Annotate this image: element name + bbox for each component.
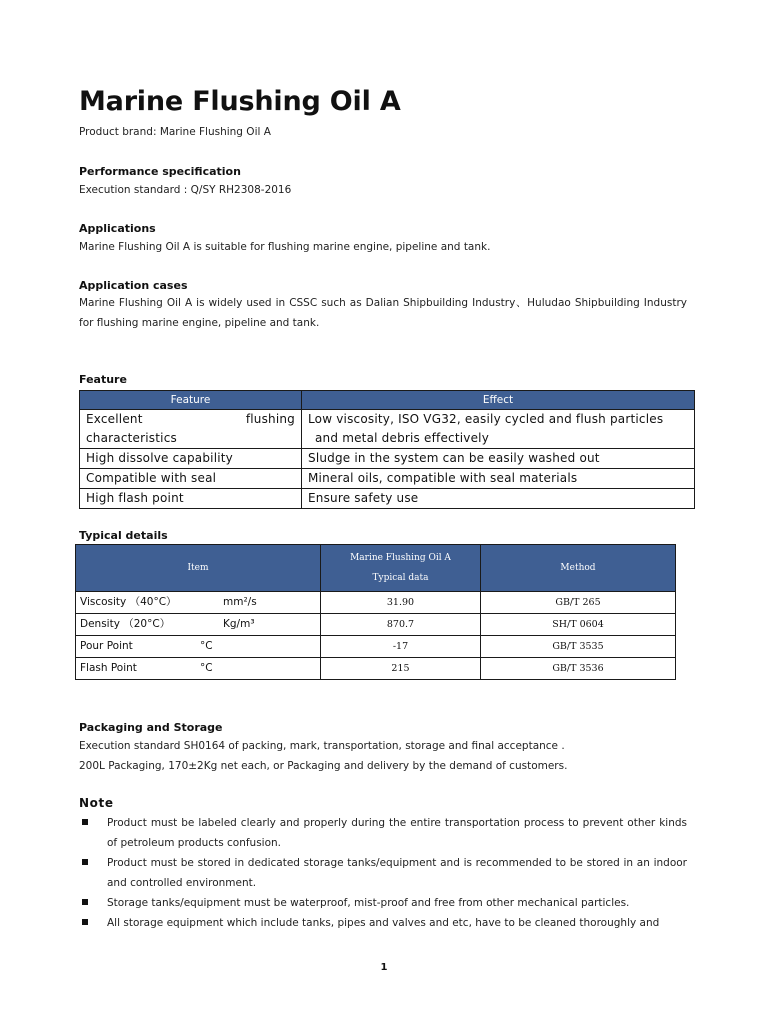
method-col-header: Method [481, 545, 676, 592]
list-item [79, 913, 687, 933]
item-cell [76, 592, 321, 614]
effect-cell: Sludge in the system can be easily washed out [302, 449, 695, 469]
method-cell: SH/T 0604 [481, 614, 676, 636]
list-item [79, 813, 687, 853]
item-col-header: Item [76, 545, 321, 592]
table-row [76, 592, 676, 614]
feature-col-header: Feature [80, 391, 302, 410]
method-cell: GB/T 3536 [481, 658, 676, 680]
table-row [76, 636, 676, 658]
item-unit: °C [200, 662, 213, 674]
feature-cell: High dissolve capability [80, 449, 302, 469]
effect-cell-line2: and metal debris effectively [315, 431, 489, 445]
typical-heading: Typical details [79, 529, 168, 542]
value-cell: 215 [321, 658, 481, 680]
note-text: All storage equipment which include tanks, pipes and valves and etc, have to be cleaned thoroughly and [107, 917, 660, 929]
table-row [80, 410, 695, 449]
item-cell [76, 636, 321, 658]
item-unit: mm²/s [223, 596, 257, 608]
item-cell [76, 614, 321, 636]
table-row [76, 614, 676, 636]
applications-heading: Applications [79, 222, 156, 235]
item-unit: °C [200, 640, 213, 652]
value-cell: -17 [321, 636, 481, 658]
typical-details-table [75, 544, 676, 680]
effect-cell-line1: Low viscosity, ISO VG32, easily cycled and flush particles [308, 412, 664, 426]
feature-table-header [80, 391, 695, 410]
feature-table [79, 390, 695, 509]
note-text: Product must be labeled clearly and properly during the entire transportation process to prevent other kinds of petroleum products confusion. [107, 817, 687, 849]
performance-heading: Performance specification [79, 165, 241, 178]
list-item [79, 893, 687, 913]
effect-cell [302, 410, 695, 449]
note-list [79, 813, 687, 933]
item-name: Flash Point [80, 662, 137, 674]
table-row [80, 449, 695, 469]
cases-heading: Application cases [79, 279, 188, 292]
packaging-heading: Packaging and Storage [79, 721, 223, 734]
packaging-line2: 200L Packaging, 170±2Kg net each, or Packaging and delivery by the demand of customers. [79, 760, 568, 772]
square-bullet-icon [82, 919, 88, 925]
note-heading: Note [79, 796, 114, 810]
typical-col-header-line2: Typical data [372, 573, 429, 583]
square-bullet-icon [82, 899, 88, 905]
typical-col-header [321, 545, 481, 592]
note-text: Storage tanks/equipment must be waterproof, mist-proof and free from other mechanical particles. [107, 897, 630, 909]
method-cell: GB/T 265 [481, 592, 676, 614]
feature-cell-line1: Excellent flushing [86, 412, 295, 426]
cases-text: Marine Flushing Oil A is widely used in CSSC such as Dalian Shipbuilding Industry、Huludao Shipbuilding Industry for flushing marine engine, pipeline and tank. [79, 297, 687, 329]
feature-cell-line2: characteristics [86, 431, 177, 445]
item-name: Density （20°C） [80, 618, 171, 630]
item-name: Viscosity （40°C） [80, 596, 177, 608]
feature-heading: Feature [79, 373, 127, 386]
feature-cell: High flash point [80, 489, 302, 509]
packaging-line1: Execution standard SH0164 of packing, mark, transportation, storage and final acceptance . [79, 740, 565, 752]
typical-table-header [76, 545, 676, 592]
square-bullet-icon [82, 819, 88, 825]
effect-cell: Ensure safety use [302, 489, 695, 509]
item-name: Pour Point [80, 640, 133, 652]
note-text: Product must be stored in dedicated storage tanks/equipment and is recommended to be stored in an indoor and controlled environment. [107, 857, 687, 889]
page-number: 1 [380, 962, 388, 973]
document-title: Marine Flushing Oil A [79, 86, 401, 117]
performance-text: Execution standard : Q/SY RH2308-2016 [79, 184, 292, 196]
item-unit: Kg/m³ [223, 618, 255, 630]
typical-col-header-line1: Marine Flushing Oil A [350, 553, 451, 563]
table-row [80, 489, 695, 509]
list-item [79, 853, 687, 893]
feature-cell: Compatible with seal [80, 469, 302, 489]
square-bullet-icon [82, 859, 88, 865]
effect-cell: Mineral oils, compatible with seal materials [302, 469, 695, 489]
method-cell: GB/T 3535 [481, 636, 676, 658]
brand-line: Product brand: Marine Flushing Oil A [79, 126, 271, 138]
value-cell: 31.90 [321, 592, 481, 614]
effect-col-header: Effect [302, 391, 695, 410]
table-row [76, 658, 676, 680]
table-row [80, 469, 695, 489]
value-cell: 870.7 [321, 614, 481, 636]
feature-cell [80, 410, 302, 449]
applications-text: Marine Flushing Oil A is suitable for flushing marine engine, pipeline and tank. [79, 241, 491, 253]
item-cell [76, 658, 321, 680]
